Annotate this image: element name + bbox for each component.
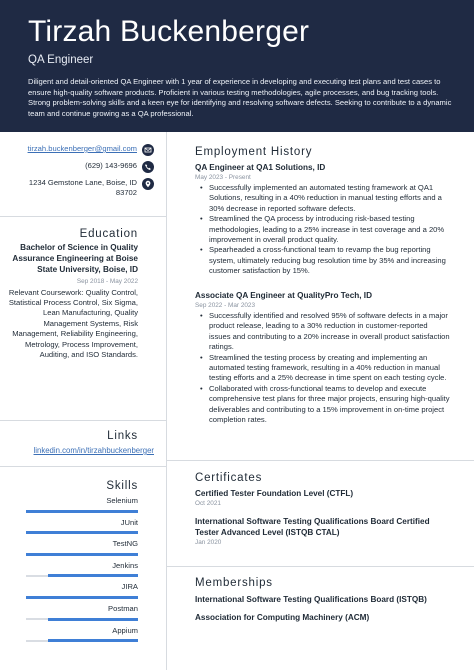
skill-level-track <box>26 575 138 577</box>
certificate-date: Oct 2021 <box>195 500 221 507</box>
job-bullet: • Spearheaded a cross-functional team to revamp the bug reporting system, ultimately reducing bug resolution time by 35% and increasing customer satisfaction by 15%. <box>195 245 451 276</box>
skill-level-fill <box>48 574 138 577</box>
phone-icon <box>142 161 154 173</box>
education-dates: Sep 2018 - May 2022 <box>76 277 138 285</box>
certificate-entry <box>195 516 451 546</box>
skill-level-fill <box>48 639 138 642</box>
skill-level-track <box>26 596 138 598</box>
skill-level-track <box>26 553 138 555</box>
contact-address-row <box>4 178 154 198</box>
education-coursework: Relevant Coursework: Quality Control, Statistical Process Control, Six Sigma, Lean Manufacturing, Quality Management Systems, Risk Management, Reliability Engineering, Metrology, Process Improvement, Auditing, and ISO Standards. <box>8 287 138 360</box>
links-heading: Links <box>107 430 138 442</box>
skill-level-track <box>26 510 138 512</box>
skill-level-fill <box>26 553 138 556</box>
skill-name: TestNG <box>112 539 138 549</box>
divider <box>0 216 166 217</box>
contact-block <box>4 144 154 203</box>
contact-phone-row <box>4 161 154 173</box>
job-bullet: • Streamlined the testing process by creating and implementing an automated testing framework, resulting in a 40% reduction in manual testing efforts and a 25% decrease in time spent on each testing cycle. <box>195 353 451 384</box>
membership-item: International Software Testing Qualifications Board (ISTQB) <box>195 595 427 604</box>
skill-item <box>26 539 138 555</box>
candidate-title: QA Engineer <box>28 54 94 66</box>
skill-name: JUnit <box>120 517 138 527</box>
job-bullet: • Streamlined the QA process by introducing risk-based testing methodologies, leading to a 25% increase in test coverage and a 20% improvement in overall product quality. <box>195 214 451 245</box>
education-degree: Bachelor of Science in Quality Assurance Engineering at Boise State University, Boise, ID <box>12 243 138 275</box>
memberships-heading: Memberships <box>195 577 273 589</box>
certificates-heading: Certificates <box>195 472 263 484</box>
skill-level-fill <box>26 596 138 599</box>
certificate-entry <box>195 488 451 507</box>
education-heading: Education <box>79 228 138 240</box>
job-dates: Sep 2022 - Mar 2023 <box>195 302 256 309</box>
membership-item: Association for Computing Machinery (ACM) <box>195 613 370 622</box>
map-pin-icon <box>142 178 154 190</box>
phone-number: (629) 143-9696 <box>85 161 137 170</box>
job-bullet: • Successfully identified and resolved 95% of software defects in a major product release, leading to a 30% reduction in customer-reported issues and contributing to a 20% increase in overall product satisfaction ratings. <box>195 311 451 353</box>
candidate-name: Tirzah Buckenberger <box>28 15 310 48</box>
skill-level-track <box>26 640 138 642</box>
job-title: Associate QA Engineer at QualityPro Tech, ID <box>195 291 372 300</box>
skill-name: Selenium <box>106 496 138 505</box>
resume-header <box>0 0 474 132</box>
skill-level-fill <box>26 531 138 534</box>
skill-level-fill <box>48 618 138 621</box>
skill-level-track <box>26 618 138 620</box>
job-entry <box>195 290 451 425</box>
linkedin-link[interactable]: linkedin.com/in/tirzahbuckenberger <box>33 446 154 455</box>
envelope-icon <box>142 144 154 156</box>
skill-name: JIRA <box>121 582 138 592</box>
skills-heading: Skills <box>106 480 138 492</box>
divider <box>167 460 474 461</box>
skill-name: Appium <box>112 625 138 635</box>
skill-item <box>26 582 138 598</box>
divider <box>167 566 474 567</box>
right-column <box>167 132 474 670</box>
job-bullet: • Collaborated with cross-functional teams to develop and execute comprehensive test plans for three major projects, ensuring high-quality deliverables and contributing to a 15% improvement in on-time project completion rates. <box>195 384 451 426</box>
divider <box>0 466 166 467</box>
profile-summary: Diligent and detail-oriented QA Engineer with 1 year of experience in developing and executing test plans and test cases to ensure high-quality software products. Proficient in various testing methodologies, agile processes, and bug tracking tools. Strong problem-solving skills and a keen eye for identifying and resolving software defects. Seeking to contribute to a dynamic team and continue growing as a QA professional. <box>28 77 452 118</box>
skill-name: Postman <box>108 604 138 613</box>
skill-level-track <box>26 532 138 534</box>
job-entry <box>195 162 451 277</box>
job-dates: May 2023 - Present <box>195 174 251 181</box>
email-link[interactable]: tirzah.buckenberger@gmail.com <box>27 144 137 153</box>
divider <box>0 420 166 421</box>
certificate-name: International Software Testing Qualifications Board Certified Tester Advanced Level (ISTQB CTAL) <box>195 517 430 537</box>
contact-email-row <box>4 144 154 156</box>
job-bullets <box>195 311 451 425</box>
address: 1234 Gemstone Lane, Boise, ID 83702 <box>28 178 137 197</box>
certificate-date: Jan 2020 <box>195 539 222 546</box>
skill-item <box>26 518 138 534</box>
job-bullets <box>195 183 451 277</box>
job-title: QA Engineer at QA1 Solutions, ID <box>195 163 326 172</box>
skill-level-fill <box>26 510 138 513</box>
skill-item <box>26 561 138 577</box>
skill-item <box>26 626 138 642</box>
skill-item <box>26 604 138 620</box>
skill-item <box>26 496 138 512</box>
skill-name: Jenkins <box>112 560 138 570</box>
certificate-name: Certified Tester Foundation Level (CTFL) <box>195 489 354 498</box>
employment-heading: Employment History <box>195 146 313 158</box>
job-bullet: • Successfully implemented an automated testing framework at QA1 Solutions, resulting in a 40% reduction in manual testing efforts and a 30% decrease in reported software defects. <box>195 183 451 214</box>
education-entry <box>8 242 138 360</box>
left-column <box>0 132 166 670</box>
